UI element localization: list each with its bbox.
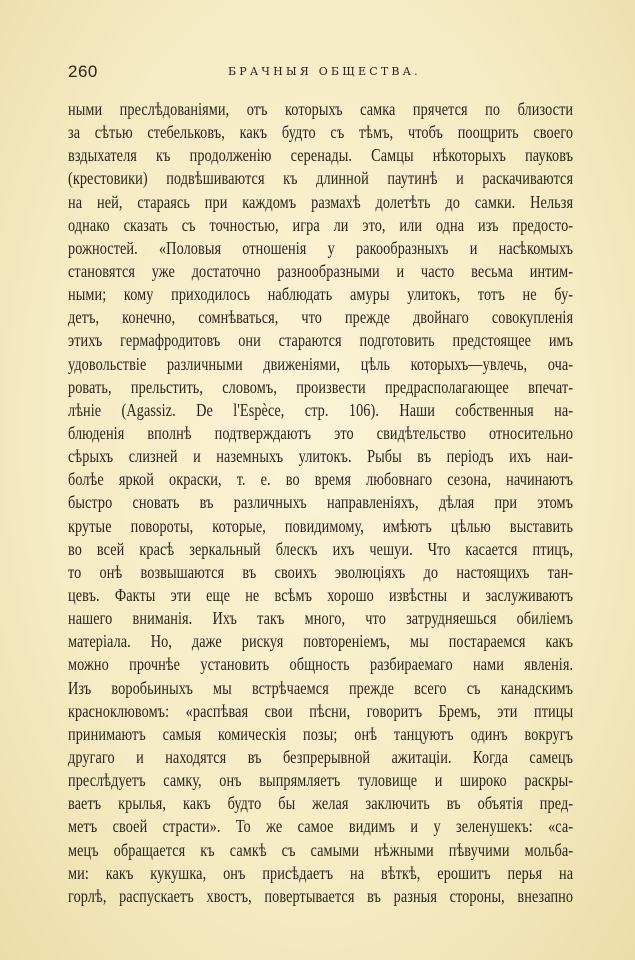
text-line: мецъ обращается къ самкѣ съ самыми нѣжными пѣвучими мольба- bbox=[68, 839, 574, 860]
text-line: другаго и находятся въ безпрерывной ажитаціи. Когда самецъ bbox=[68, 746, 574, 767]
text-line: горлѣ, распускаетъ хвостъ, повертывается въ разныя стороны, внезапно bbox=[68, 885, 574, 906]
body-text bbox=[68, 98, 573, 908]
text-line: матеріала. Но, даже рискуя повтореніемъ, мы постараемся какъ bbox=[68, 631, 574, 652]
text-line: нашего вниманія. Ихъ такъ много, что затрудняешься обиліемъ bbox=[68, 608, 574, 629]
text-line: Изъ воробьиныхъ мы встрѣчаемся прежде всего съ канадскимъ bbox=[68, 677, 574, 698]
text-line: то онѣ возвышаются въ своихъ эволюціяхъ до настоящихъ тан- bbox=[68, 561, 574, 582]
text-line: метъ своей страсти». То же самое видимъ и у зеленушекъ: «са- bbox=[68, 816, 574, 837]
text-line: ровать, прельстить, словомъ, произвести предрасполагающее впечат- bbox=[68, 376, 574, 397]
text-line: блюденія вполнѣ подтверждаютъ это свидѣтельство относительно bbox=[68, 422, 574, 443]
chapter-title: БРАЧНЫЯ ОБЩЕСТВА. bbox=[228, 65, 421, 78]
text-line: принимаютъ самыя комическія позы; онѣ танцуютъ одинъ вокругъ bbox=[68, 723, 574, 744]
text-line: детъ, конечно, сомнѣваться, что прежде двойнаго совокупленія bbox=[68, 307, 574, 328]
text-line: становятся уже достаточно разнообразными и часто весьма интим- bbox=[68, 260, 574, 281]
text-line: крутые повороты, которые, повидимому, имѣютъ цѣлью выставить bbox=[68, 515, 574, 536]
text-line: болѣе яркой окраски, т. е. во время любовнаго сезона, начинаютъ bbox=[68, 469, 574, 490]
text-line: цевъ. Факты эти еще не всѣмъ хорошо извѣстны и заслуживаютъ bbox=[68, 584, 574, 605]
text-line: сѣрыхъ слизней и наземныхъ улитокъ. Рыбы въ періодъ ихъ наи- bbox=[68, 446, 574, 467]
page-number: 260 bbox=[68, 62, 98, 81]
text-line: за сѣтью стебельковъ, какъ будто съ тѣмъ, чтобъ поощрить своего bbox=[68, 122, 574, 143]
text-line: лѣніе (Agassiz. De l'Espèce, стр. 106). Наши собственныя на- bbox=[68, 399, 574, 420]
text-line: быстро сновать въ различныхъ направленіяхъ, дѣлая при этомъ bbox=[68, 492, 574, 513]
text-line: ваетъ крылья, какъ будто бы желая заключить въ объятія пред- bbox=[68, 793, 574, 814]
text-line: во всей красѣ зеркальный блескъ ихъ чешуи. Что касается птицъ, bbox=[68, 538, 574, 559]
text-line: преслѣдуетъ самку, онъ выпрямляетъ туловище и широко раскры- bbox=[68, 770, 574, 791]
text-line: ми: какъ кукушка, онъ присѣдаетъ на вѣткѣ, ерошитъ перья на bbox=[68, 862, 574, 883]
text-line: ными; кому приходилось наблюдать амуры улитокъ, тотъ не бу- bbox=[68, 284, 574, 305]
text-line: однако сказать съ точностью, игра ли это, или одна изъ предосто- bbox=[68, 214, 574, 235]
text-line: этихъ гермафродитовъ они стараются подготовить предстоящее имъ bbox=[68, 330, 574, 351]
text-line: можно прочнѣе установить общность разбираемаго нами явленія. bbox=[68, 654, 574, 675]
text-line: ными преслѣдованіями, отъ которыхъ самка прячется по близости bbox=[68, 99, 574, 119]
text-line: рожностей. «Половыя отношенія у ракообразныхъ и насѣкомыхъ bbox=[68, 237, 574, 258]
text-line: удовольствіе различными движеніями, цѣль которыхъ—увлечь, оча- bbox=[68, 353, 574, 374]
text-line: (крестовики) подвѣшиваются къ длинной паутинѣ и раскачиваются bbox=[68, 168, 574, 189]
text-line: на ней, стараясь при каждомъ размахѣ долетѣть до самки. Нельзя bbox=[68, 191, 574, 212]
text-line: красноклювомъ: «распѣвая свои пѣсни, говоритъ Бремъ, эти птицы bbox=[68, 700, 574, 721]
text-line: вздыхателя къ продолженію серенады. Самцы нѣкоторыхъ пауковъ bbox=[68, 145, 574, 166]
running-head bbox=[68, 62, 573, 82]
